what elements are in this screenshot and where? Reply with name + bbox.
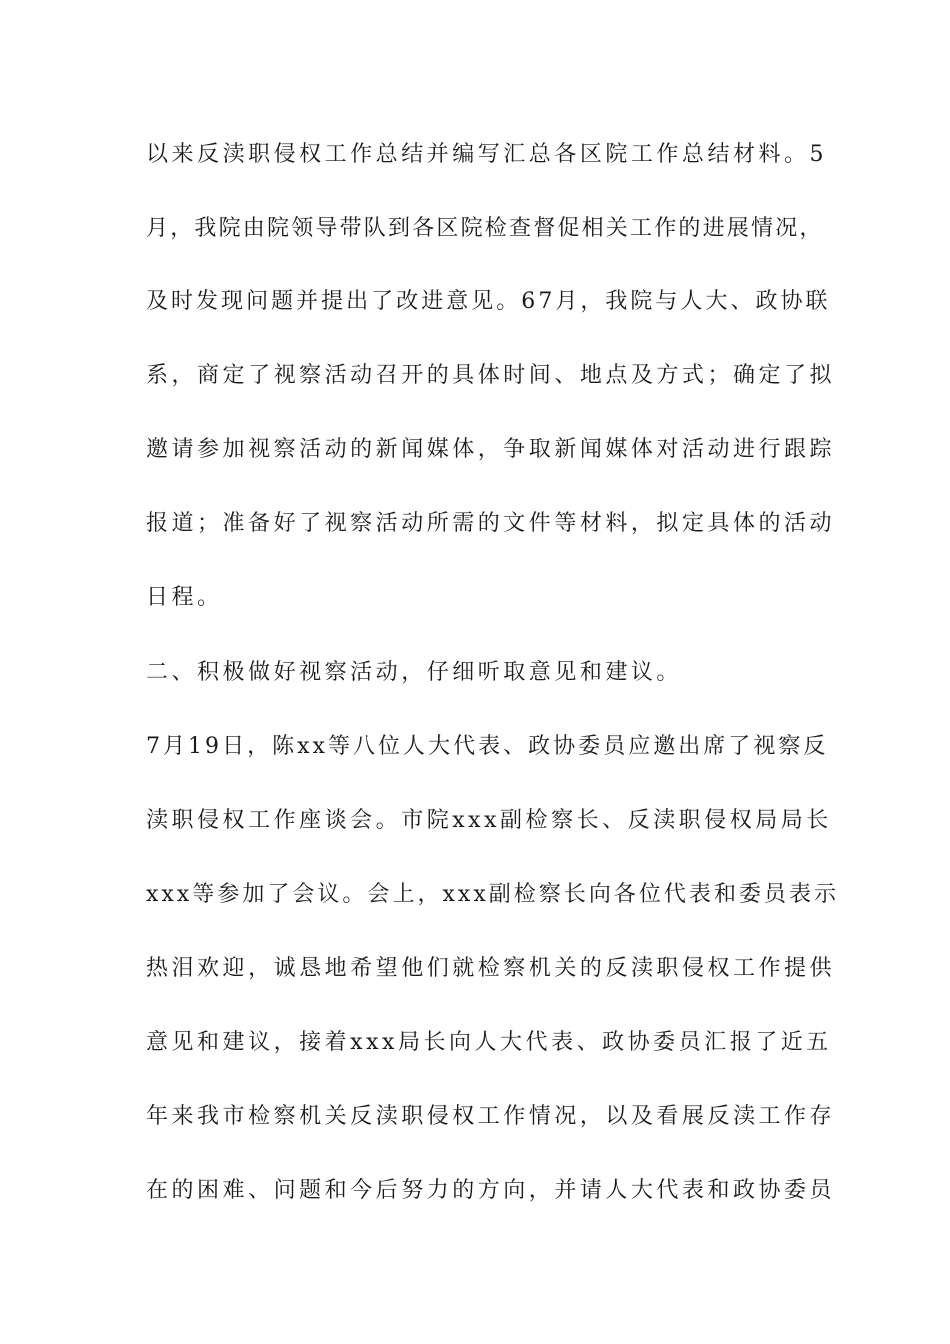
text-line-1: 以来反渎职侵权工作总结并编写汇总各区院工作总结材料。5 xyxy=(146,142,828,167)
text-line-7: 日程。 xyxy=(146,585,223,610)
text-line-9: 7月19日，陈xx等八位人大代表、政协委员应邀出席了视察反 xyxy=(146,734,829,759)
text-line-11: xxx等参加了会议。会上，xxx副检察长向各位代表和委员表示 xyxy=(146,882,840,907)
section-heading: 二、积极做好视察活动，仔细听取意见和建议。 xyxy=(146,660,682,685)
text-line-5: 邀请参加视察活动的新闻媒体，争取新闻媒体对活动进行跟踪 xyxy=(146,437,836,462)
text-line-3: 及时发现问题并提出了改进意见。67月，我院与人大、政协联 xyxy=(146,289,831,314)
text-line-13: 意见和建议，接着xxx局长向人大代表、政协委员汇报了近五 xyxy=(146,1030,832,1055)
text-line-6: 报道；准备好了视察活动所需的文件等材料，拟定具体的活动 xyxy=(146,511,836,536)
text-line-15: 在的困难、问题和今后努力的方向，并请人大代表和政协委员 xyxy=(146,1178,836,1203)
text-line-2: 月，我院由院领导带队到各区院检查督促相关工作的进展情况， xyxy=(146,216,824,241)
text-line-10: 渎职侵权工作座谈会。市院xxx副检察长、反渎职侵权局局长 xyxy=(146,808,832,833)
text-line-12: 热泪欢迎，诚恳地希望他们就检察机关的反渎职侵权工作提供 xyxy=(146,956,836,981)
text-line-4: 系，商定了视察活动召开的具体时间、地点及方式；确定了拟 xyxy=(146,363,836,388)
text-line-14: 年来我市检察机关反渎职侵权工作情况，以及看展反渎工作存 xyxy=(146,1104,836,1129)
